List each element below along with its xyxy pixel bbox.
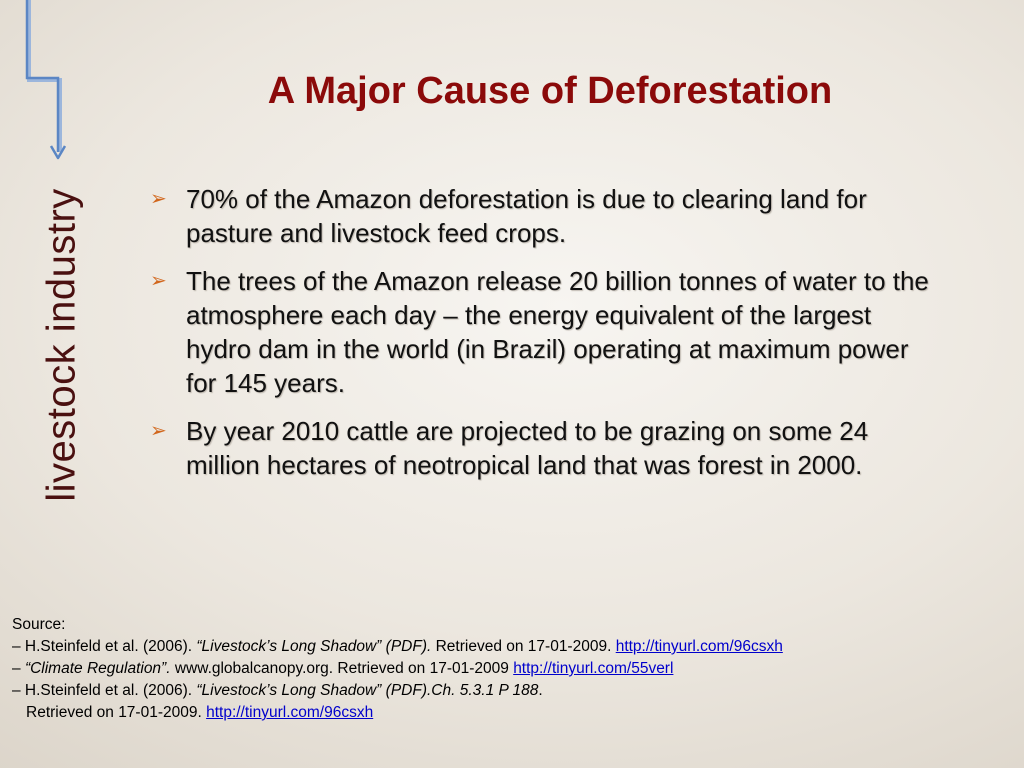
source-prefix: – (12, 660, 25, 677)
source-link[interactable]: http://tinyurl.com/96csxh (615, 638, 783, 655)
sources-heading: Source: (12, 616, 66, 633)
source-title: “Livestock’s Long Shadow” (PDF).Ch. 5.3.1 P 188 (196, 682, 539, 699)
source-suffix: . (538, 682, 543, 699)
bullet-text: By year 2010 cattle are projected to be grazing on some 24 million hectares of neotropical land that was forest in 2000. (186, 416, 869, 480)
source-line (12, 658, 1017, 680)
source-link[interactable]: http://tinyurl.com/96csxh (206, 704, 374, 721)
source-line (12, 680, 1017, 702)
source-title: “Climate Regulation”. (24, 660, 171, 677)
bullet-list (148, 182, 938, 496)
bullet-text: The trees of the Amazon release 20 billion tonnes of water to the atmosphere each day – the energy equivalent of the largest hydro dam in the world (in Brazil) operating at maximum power for 145 years. (186, 266, 929, 398)
bullet-item (148, 264, 938, 400)
bullet-item (148, 182, 938, 250)
source-prefix: – H.Steinfeld et al. (2006). (12, 638, 197, 655)
source-retrieved: Retrieved on 17-01-2009. (431, 638, 616, 655)
source-retrieved: Retrieved on 17-01-2009. (26, 704, 207, 721)
bullet-item (148, 414, 938, 482)
bullet-text: 70% of the Amazon deforestation is due to clearing land for pasture and livestock feed crops. (186, 184, 867, 248)
source-link[interactable]: http://tinyurl.com/55verl (513, 660, 674, 677)
connector-arrow-graphic (0, 0, 80, 170)
arrow-bullet-icon: ➢ (150, 270, 167, 292)
slide-title: A Major Cause of Deforestation (267, 70, 833, 112)
sources-section (12, 614, 1017, 724)
source-retrieved: www.globalcanopy.org. Retrieved on 17-01-2009 (170, 660, 514, 677)
source-prefix: – H.Steinfeld et al. (2006). (12, 682, 197, 699)
side-label: livestock industry (39, 188, 84, 502)
source-line (12, 702, 1017, 724)
source-title: “Livestock’s Long Shadow” (PDF). (196, 638, 432, 655)
source-line (12, 636, 1017, 658)
arrow-bullet-icon: ➢ (150, 420, 167, 442)
arrow-bullet-icon: ➢ (150, 188, 167, 210)
